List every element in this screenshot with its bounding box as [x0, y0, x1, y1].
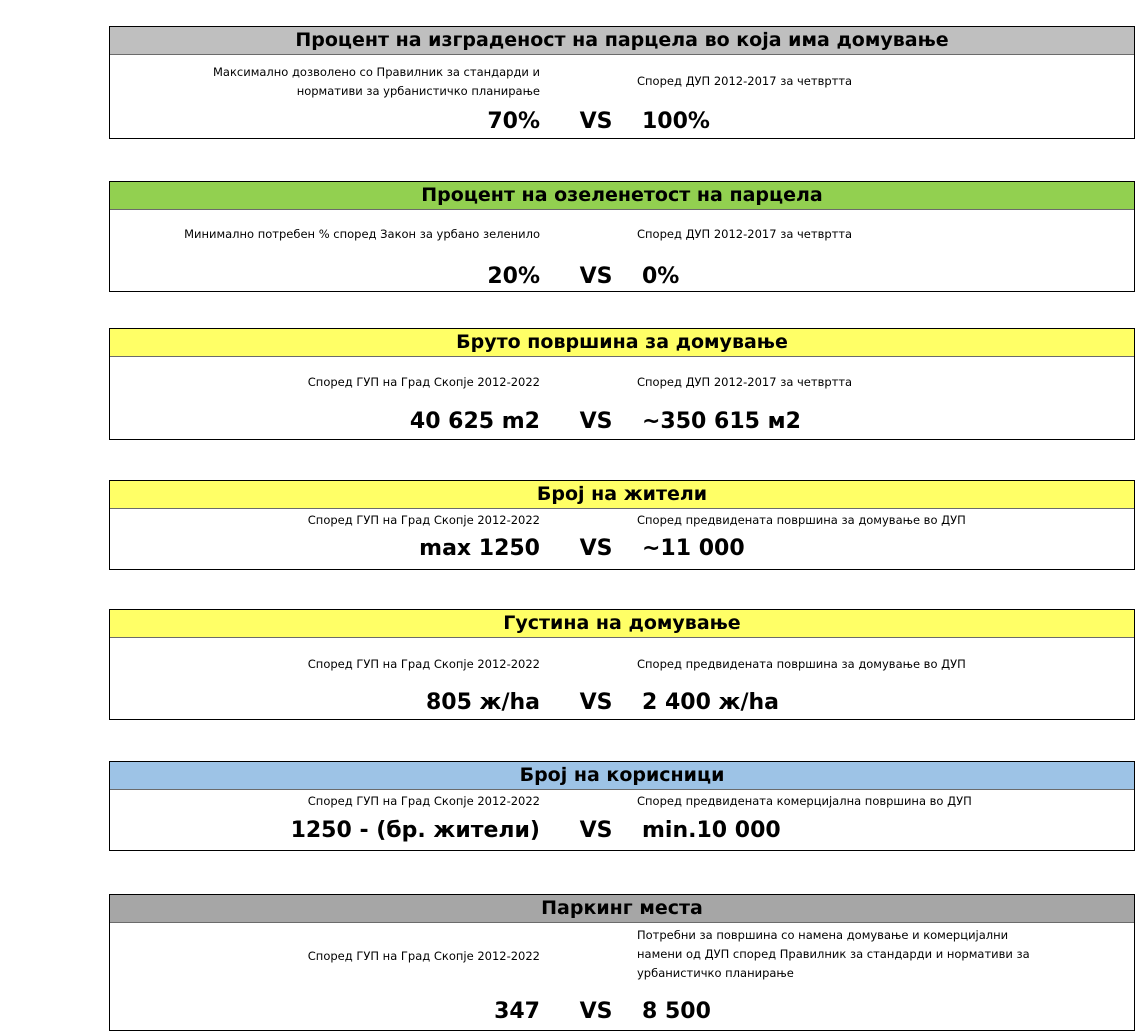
left-description-line: Според ГУП на Град Скопје 2012-2022 — [307, 513, 540, 527]
right-description — [637, 511, 966, 530]
panel-residential-density — [109, 609, 1135, 720]
right-value: ~350 615 м2 — [642, 409, 801, 434]
left-value: 1250 - (бр. жители) — [290, 818, 540, 843]
right-value: 0% — [642, 264, 680, 289]
left-description — [184, 225, 540, 244]
vs-label: VS — [579, 109, 613, 134]
left-value: 20% — [487, 264, 540, 289]
vs-label: VS — [579, 409, 613, 434]
panel-title: Процент на изграденост на парцела во која има домување — [110, 27, 1134, 55]
left-description — [308, 373, 540, 392]
vs-label: VS — [579, 999, 613, 1024]
panel-title: Бруто површина за домување — [110, 329, 1134, 357]
left-description — [308, 792, 540, 811]
right-description-line: Според предвидената површина за домување во ДУП — [637, 657, 966, 671]
right-description-line: урбанистичко планирање — [637, 966, 794, 980]
right-description — [637, 926, 1030, 983]
left-value: 70% — [487, 109, 540, 134]
panel-number-of-users — [109, 761, 1135, 851]
panel-greenery-percentage — [109, 181, 1135, 292]
panel-title: Густина на домување — [110, 610, 1134, 638]
right-description — [637, 225, 852, 244]
panel-gross-residential-area — [109, 328, 1135, 440]
right-description-line: Потребни за површина со намена домување и комерцијални — [637, 928, 1009, 942]
left-description-line: Максимално дозволено со Правилник за стандарди и — [212, 65, 540, 79]
vs-label: VS — [579, 536, 613, 561]
right-description — [637, 655, 966, 674]
right-value: 2 400 ж/ha — [642, 690, 779, 715]
vs-label: VS — [579, 690, 613, 715]
right-description — [637, 373, 852, 392]
right-description-line: Според ДУП 2012-2017 за четвртта — [637, 227, 853, 241]
left-description — [308, 511, 540, 530]
right-description-line: Според предвидената комерцијална површина во ДУП — [637, 794, 972, 808]
right-value: 100% — [642, 109, 710, 134]
vs-label: VS — [579, 264, 613, 289]
right-value: min.10 000 — [642, 818, 781, 843]
left-description-line: Според ГУП на Град Скопје 2012-2022 — [307, 949, 540, 963]
left-value: 805 ж/ha — [425, 690, 540, 715]
left-value: 40 625 m2 — [409, 409, 540, 434]
left-description — [308, 655, 540, 674]
right-description-line: намени од ДУП според Правилник за стандарди и нормативи за — [637, 947, 1030, 961]
panel-title: Процент на озеленетост на парцела — [110, 182, 1134, 210]
left-description-line: Минимално потребен % според Закон за урбано зеленило — [184, 227, 540, 241]
left-description-line: Според ГУП на Град Скопје 2012-2022 — [307, 375, 540, 389]
right-description — [637, 72, 852, 91]
right-description-line: Според ДУП 2012-2017 за четвртта — [637, 375, 853, 389]
panel-parking-spaces — [109, 894, 1135, 1031]
panel-built-up-percentage — [109, 26, 1135, 139]
left-description — [213, 63, 540, 101]
panel-title: Број на жители — [110, 481, 1134, 509]
vs-label: VS — [579, 818, 613, 843]
right-description-line: Според предвидената површина за домување во ДУП — [637, 513, 966, 527]
left-description — [308, 947, 540, 966]
panel-title: Број на корисници — [110, 762, 1134, 790]
left-description-line: Според ГУП на Град Скопје 2012-2022 — [307, 657, 540, 671]
left-description-line: Според ГУП на Град Скопје 2012-2022 — [307, 794, 540, 808]
right-description-line: Според ДУП 2012-2017 за четвртта — [637, 74, 853, 88]
left-value: 347 — [494, 999, 540, 1024]
right-value: ~11 000 — [642, 536, 745, 561]
right-value: 8 500 — [642, 999, 711, 1024]
left-value: max 1250 — [419, 536, 540, 561]
left-description-line: нормативи за урбанистичко планирање — [296, 84, 540, 98]
panel-title: Паркинг места — [110, 895, 1134, 923]
panel-number-of-residents — [109, 480, 1135, 570]
right-description — [637, 792, 972, 811]
